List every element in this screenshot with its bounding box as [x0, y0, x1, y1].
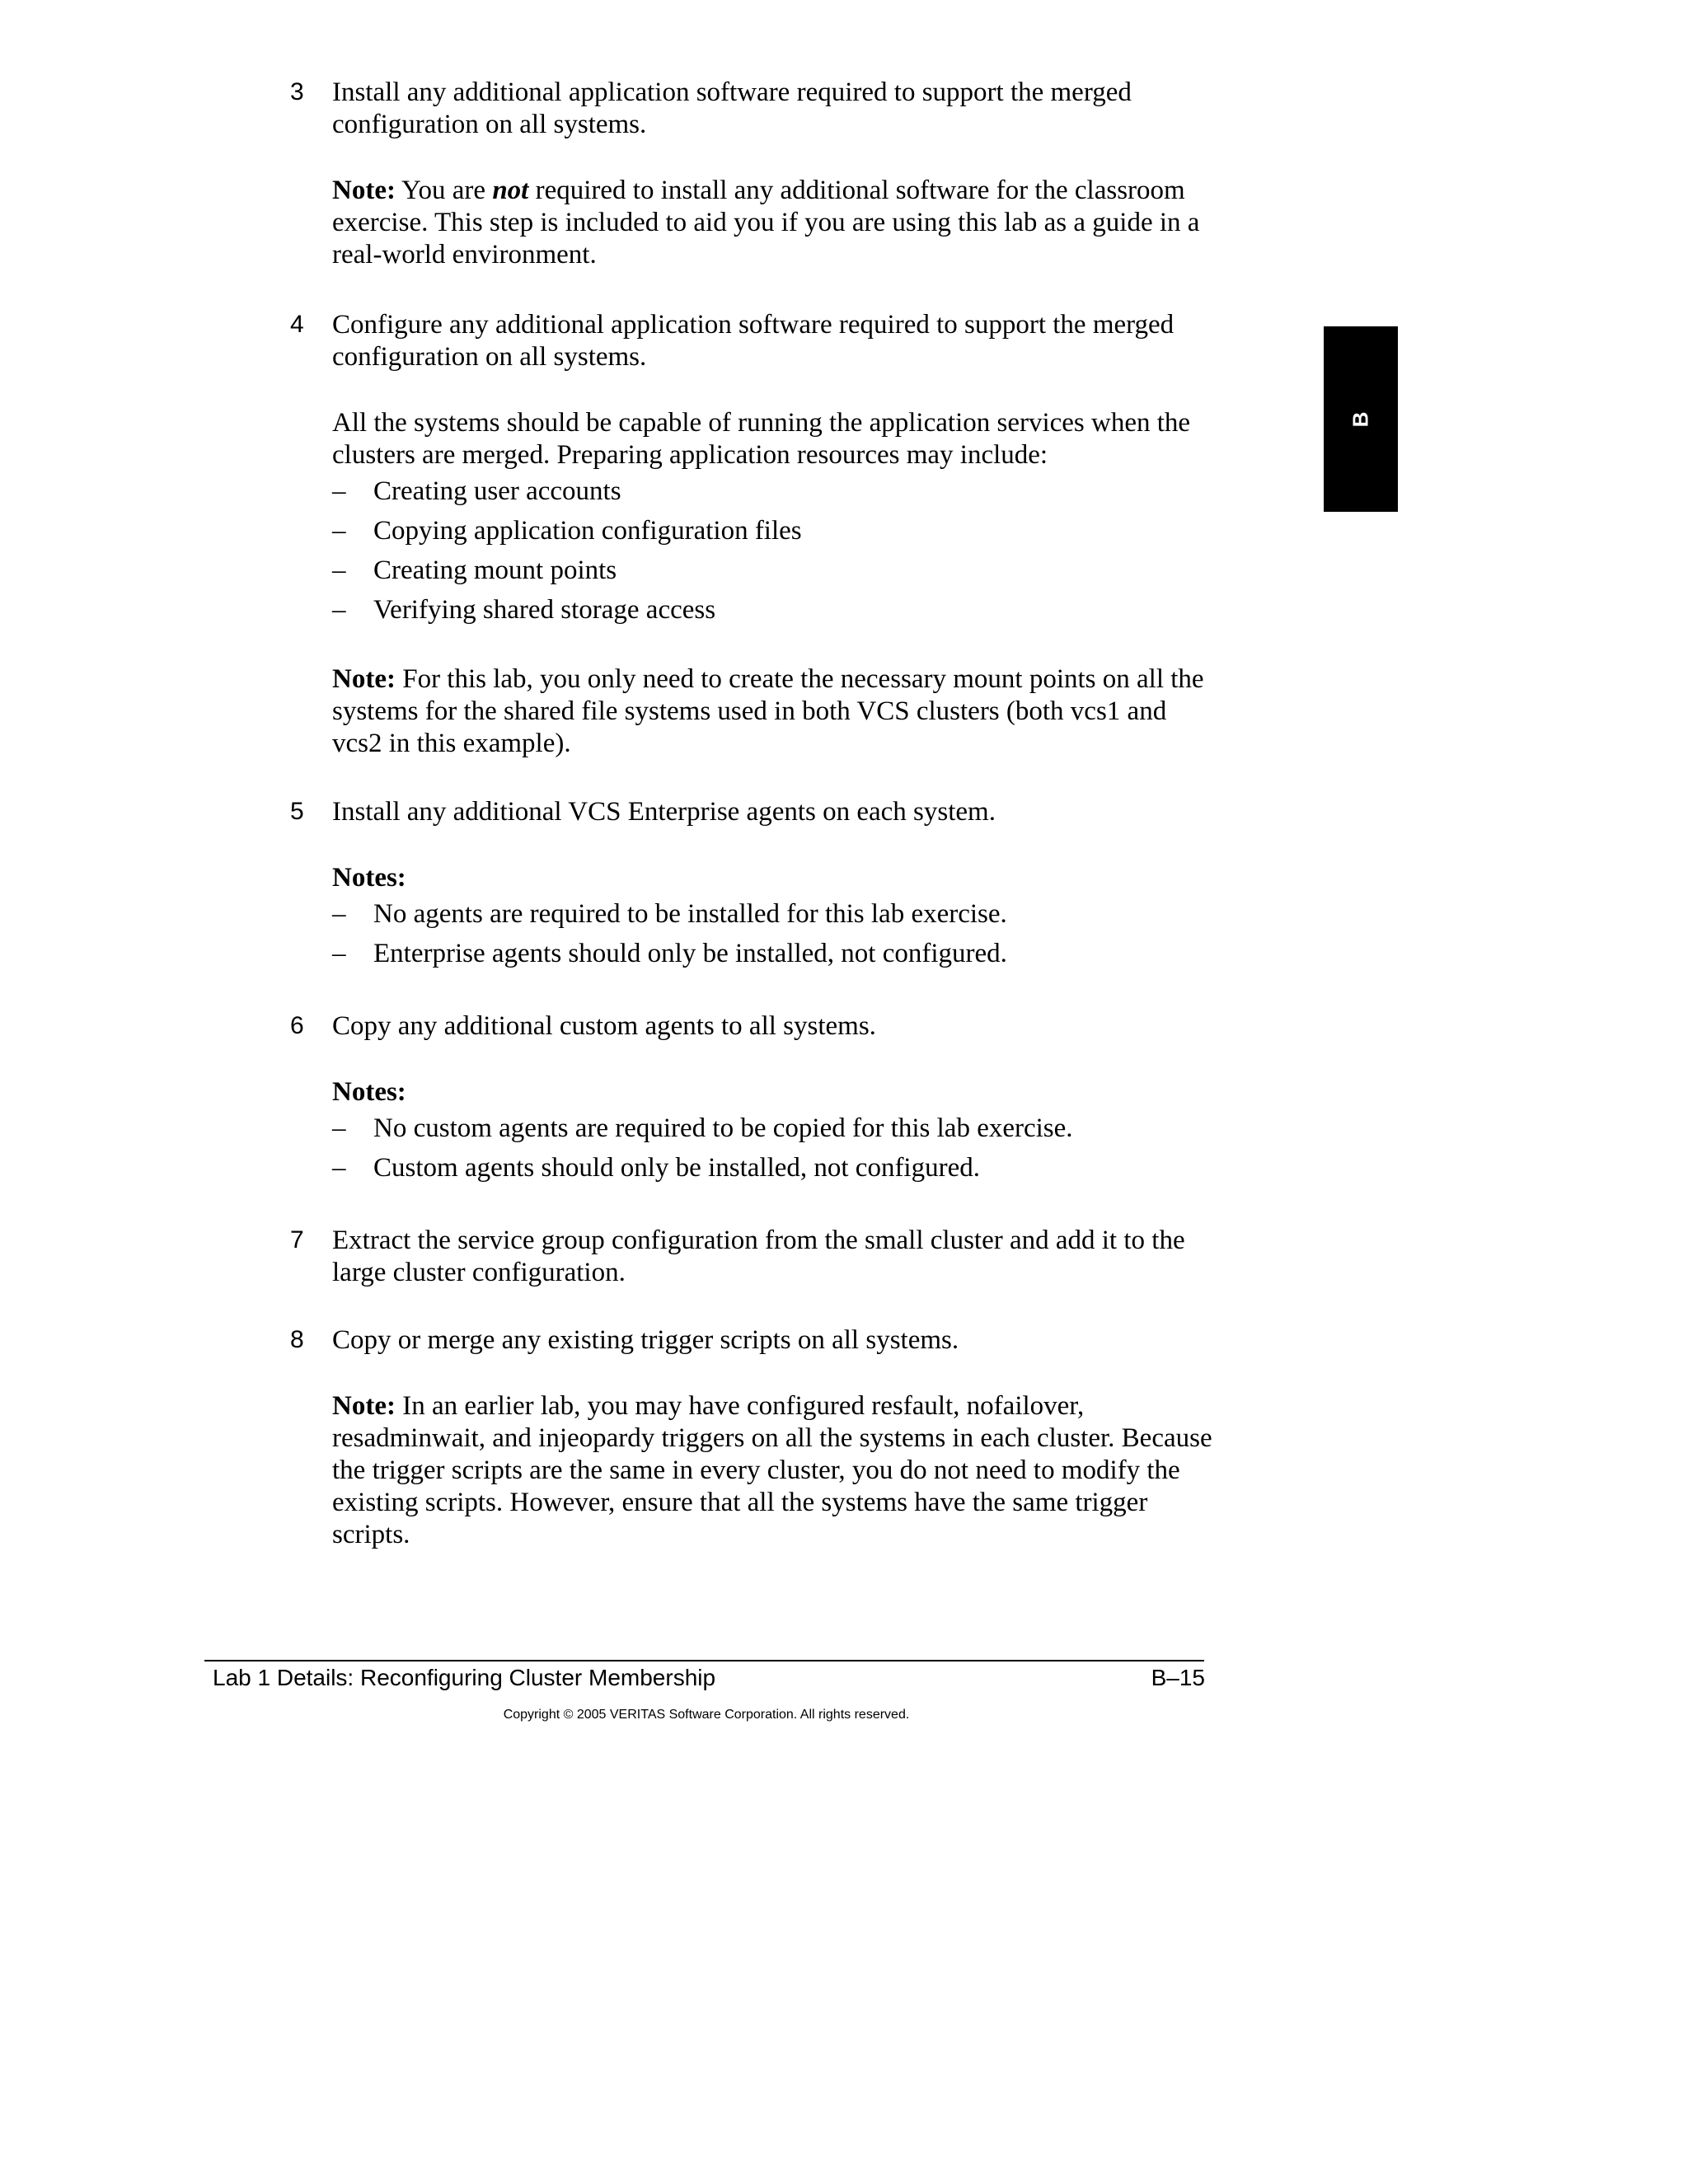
step-body — [332, 1225, 1214, 1289]
step-number: 7 — [290, 1226, 304, 1254]
step-paragraph: All the systems should be capable of running the application services when the clusters are merged. Preparing application resources may include: — [332, 408, 1191, 470]
step-note — [332, 663, 1214, 760]
step-body — [332, 1010, 1214, 1188]
list-item: – Verifying shared storage access — [332, 595, 716, 625]
step-number: 4 — [290, 311, 304, 338]
step-text: Configure any additional application software required to support the merged configuration on all systems. — [332, 310, 1175, 372]
list-item: – Creating mount points — [332, 555, 617, 585]
notes-label: Notes: — [332, 1077, 406, 1107]
step-text: Extract the service group configuration from the small cluster and add it to the large cluster configuration. — [332, 1226, 1185, 1287]
step-body — [332, 1324, 1214, 1551]
step-number: 3 — [290, 78, 304, 105]
step-note — [332, 1390, 1214, 1551]
step-text: Install any additional VCS Enterprise agents on each system. — [332, 797, 996, 827]
step-body — [332, 77, 1214, 271]
step-number: 8 — [290, 1326, 304, 1353]
side-tab-label: B — [1348, 411, 1373, 427]
step-text: Install any additional application software required to support the merged configuration on all systems. — [332, 77, 1132, 139]
step-number: 5 — [290, 798, 304, 825]
step-text: Copy or merge any existing trigger scripts on all systems. — [332, 1325, 959, 1355]
note-label: Note: — [332, 176, 396, 205]
list-item: – Copying application configuration files — [332, 516, 802, 546]
note-text: In an earlier lab, you may have configured resfault, nofailover, resadminwait, and injeopardy triggers on all the systems in each cluster. Because the trigger scripts are the same in every cluster, you do not need to modify the existing scripts. However, ensure that all the systems have the same trigger scripts. — [332, 1391, 1212, 1549]
step-body — [332, 796, 1214, 973]
note-emphasis: not — [492, 176, 529, 205]
note-label: Note: — [332, 1391, 396, 1421]
note-text-post: required to install any additional software for the classroom exercise. This step is included to aid you if you are using this lab as a guide in a real-world environment. — [332, 176, 1200, 269]
footer-title: Lab 1 Details: Reconfiguring Cluster Membership — [213, 1665, 716, 1690]
note-label: Note: — [332, 664, 396, 694]
list-item: – No agents are required to be installed for this lab exercise. — [332, 899, 1007, 929]
page-number: B–15 — [1151, 1665, 1205, 1690]
list-item: – Enterprise agents should only be installed, not configured. — [332, 939, 1007, 968]
list-item: – Creating user accounts — [332, 476, 621, 506]
step-number: 6 — [290, 1012, 304, 1039]
step-text: Copy any additional custom agents to all systems. — [332, 1011, 876, 1041]
appendix-side-tab — [1324, 326, 1398, 512]
list-item: – No custom agents are required to be copied for this lab exercise. — [332, 1113, 1073, 1143]
notes-label: Notes: — [332, 863, 406, 893]
step-body — [332, 309, 1214, 760]
note-text: For this lab, you only need to create the necessary mount points on all the systems for the shared file systems used in both VCS clusters (both vcs1 and vcs2 in this example). — [332, 664, 1204, 758]
footer-divider — [204, 1660, 1204, 1661]
note-text-pre: You are — [395, 176, 493, 205]
copyright-notice: Copyright © 2005 VERITAS Software Corporation. All rights reserved. — [503, 1708, 910, 1722]
list-item: – Custom agents should only be installed, not configured. — [332, 1153, 980, 1183]
step-note — [332, 175, 1214, 271]
